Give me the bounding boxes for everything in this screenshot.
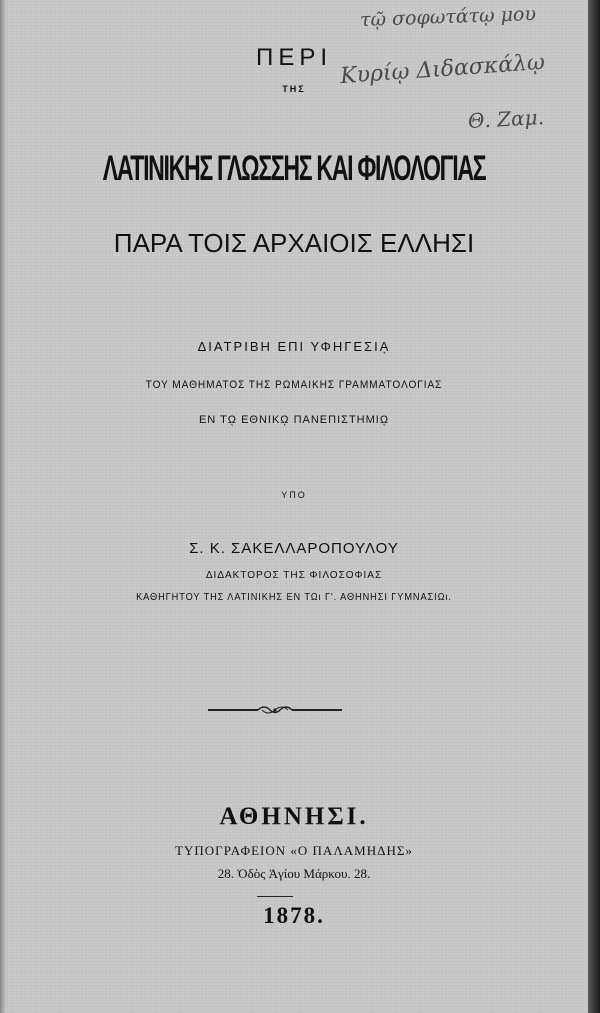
main-title: ΛΑΤΙΝΙΚΗΣ ΓΛΩΣΣΗΣ ΚΑΙ ΦΙΛΟΛΟΓΙΑΣ <box>102 149 486 188</box>
imprint-address: 28. Ὁδὸς Ἁγίου Μάρκου. 28. <box>217 866 371 881</box>
imprint-printer: ΤΥΠΟΓΡΑΦΕΙΟΝ «Ο ΠΑΛΑΜΗΔΗΣ» <box>175 843 413 858</box>
author-name: Σ. Κ. ΣΑΚΕΛΛΑΡΟΠΟΥΛΟΥ <box>189 540 399 557</box>
ornament-divider <box>208 703 342 717</box>
author-credential-1: ΔΙΔΑΚΤΟΡΟΣ ΤΗΣ ΦΙΛΟΣΟΦΙΑΣ <box>205 570 383 581</box>
page-edge-shadow <box>0 0 6 1013</box>
handwritten-dedication-line-1: τῷ σοφωτάτῳ μου <box>359 2 537 32</box>
year-rule <box>257 896 293 897</box>
book-binding-edge <box>588 0 600 1013</box>
university-line: ΕΝ Τῼ ΕΘΝΙΚῼ ΠΑΝΕΠΙΣΤΗΜΙῼ <box>198 414 390 426</box>
dissertation-line: ΔΙΑΤΡΙΒΗ ΕΠΙ ΥΦΗΓΕΣΙᾼ <box>197 339 391 354</box>
by-line: ΥΠΟ <box>281 490 307 500</box>
title-peri: ΠΕΡΙ <box>255 44 332 71</box>
subtitle: ΠΑΡΑ ΤΟΙΣ ΑΡΧΑΙΟΙΣ ΕΛΛΗΣΙ <box>113 228 475 258</box>
title-article: ΤΗΣ <box>282 84 306 94</box>
course-line: ΤΟΥ ΜΑΘΗΜΑΤΟΣ ΤΗΣ ΡΩΜΑΙΚΗΣ ΓΡΑΜΜΑΤΟΛΟΓΙΑΣ <box>145 379 443 391</box>
handwritten-signature: Θ. Ζαμ. <box>467 105 545 133</box>
handwritten-dedication-line-2: Κυρίῳ Διδασκάλῳ <box>339 49 546 90</box>
imprint-city: ΑΘΗΝΗΣΙ. <box>219 803 369 830</box>
author-credential-2: ΚΑΘΗΓΗΤΟΥ ΤΗΣ ΛΑΤΙΝΙΚΗΣ ΕΝ ΤΩι Γ'. ΑΘΗΝΗΣΙ ΓΥΜΝΑΣΙΩι. <box>136 592 452 603</box>
imprint-year: 1878. <box>263 903 325 928</box>
